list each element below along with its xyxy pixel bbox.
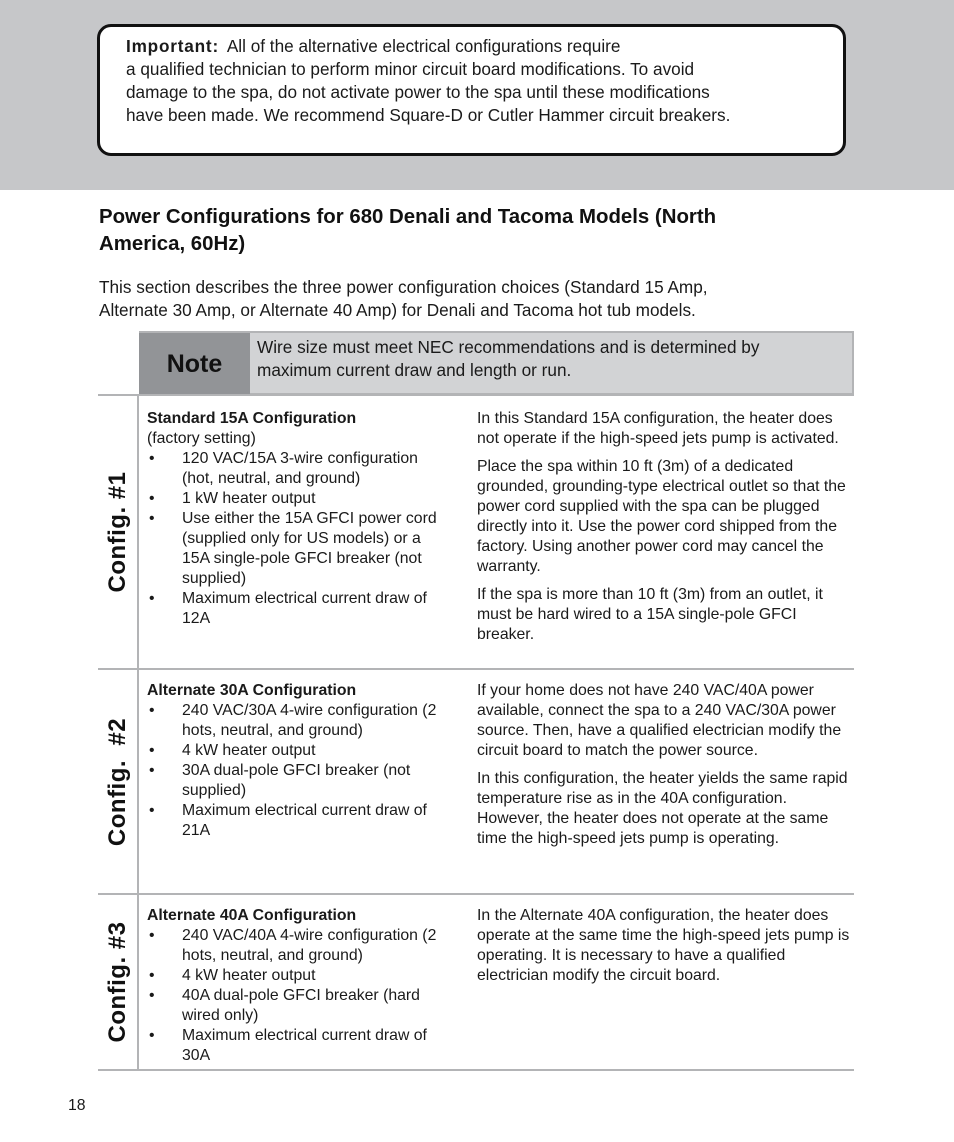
config-bullet: • 4 kW heater output — [147, 741, 447, 761]
config-bullet: • 240 VAC/40A 4-wire configuration (2 hots, neutral, and ground) — [147, 926, 447, 966]
config-specs — [147, 681, 447, 841]
config-bullet: • 120 VAC/15A 3-wire configuration (hot, neutral, and ground) — [147, 449, 447, 489]
page-number: 18 — [68, 1097, 86, 1114]
config-title: Alternate 40A Configuration — [147, 907, 357, 924]
important-notice-box — [97, 24, 846, 156]
config-description — [477, 409, 857, 653]
config-paragraph: In this Standard 15A configuration, the heater does not operate if the high-speed jets pump is activated. — [477, 410, 839, 447]
config-label-cell — [98, 396, 139, 668]
important-line: All of the alternative electrical configurations require — [226, 36, 621, 56]
config-bullet: • 4 kW heater output — [147, 966, 447, 986]
config-paragraph: Place the spa within 10 ft (3m) of a dedicated grounded, grounding-type electrical outlet so that the power cord supplied with the spa can be plugged directly into it. Use the power cord shipped from the factory. Using another power cord may cancel the warranty. — [477, 458, 846, 575]
config-bullet: • 240 VAC/30A 4-wire configuration (2 hots, neutral, and ground) — [147, 701, 447, 741]
config-description — [477, 681, 857, 857]
config-label: Config. #3 — [103, 921, 131, 1043]
section-title-line: America, 60Hz) — [99, 233, 246, 255]
config-paragraph: In the Alternate 40A configuration, the heater does operate at the same time the high-speed jets pump is operating. It is necessary to have a qualified electrician modify the circuit board. — [477, 907, 850, 984]
config-bullet-list — [147, 926, 447, 1066]
important-label: Important: — [126, 36, 219, 56]
config-paragraph: If your home does not have 240 VAC/40A power available, connect the spa to a 240 VAC/30A power source. Then, have a qualified electrician modify the circuit board to match the power source. — [477, 682, 842, 759]
config-bullet: • 30A dual-pole GFCI breaker (not supplied) — [147, 761, 447, 801]
note-line: maximum current draw and length or run. — [257, 360, 572, 380]
config-bullet-list — [147, 701, 447, 841]
section-title — [99, 204, 859, 258]
important-first-line — [126, 35, 819, 58]
important-line: damage to the spa, do not activate power to the spa until these modifications — [126, 82, 710, 102]
header-band — [0, 0, 954, 190]
important-line: a qualified technician to perform minor circuit board modifications. To avoid — [126, 59, 695, 79]
section-title-line: Power Configurations for 680 Denali and Tacoma Models (North — [99, 206, 717, 228]
config-3-row — [98, 895, 854, 1071]
config-description — [477, 906, 857, 994]
config-label: Config. #2 — [103, 717, 131, 846]
config-label: Config. #1 — [103, 471, 131, 593]
intro-line: Alternate 30 Amp, or Alternate 40 Amp) for Denali and Tacoma hot tub models. — [99, 300, 696, 320]
note-box — [139, 331, 854, 395]
config-label-cell — [98, 895, 139, 1069]
config-label-cell — [98, 670, 139, 893]
config-2-row — [98, 670, 854, 895]
config-paragraph: If the spa is more than 10 ft (3m) from an outlet, it must be hard wired to a 15A single-pole GFCI breaker. — [477, 586, 823, 643]
note-line: Wire size must meet NEC recommendations and is determined by — [257, 337, 760, 357]
note-label: Note — [139, 333, 250, 395]
config-title: Alternate 30A Configuration — [147, 682, 357, 699]
config-bullet: • Maximum electrical current draw of 30A — [147, 1026, 447, 1066]
config-1-row — [98, 394, 854, 670]
note-text — [257, 336, 847, 382]
config-subtitle: (factory setting) — [147, 430, 256, 447]
section-intro — [99, 276, 859, 322]
config-bullet: • 40A dual-pole GFCI breaker (hard wired only) — [147, 986, 447, 1026]
config-title: Standard 15A Configuration — [147, 410, 357, 427]
config-bullet: • 1 kW heater output — [147, 489, 447, 509]
important-line: have been made. We recommend Square-D or Cutler Hammer circuit breakers. — [126, 105, 731, 125]
config-paragraph: In this configuration, the heater yields the same rapid temperature rise as in the 40A configuration. However, the heater does not operate at the same time the high-speed jets pump is operating. — [477, 770, 848, 847]
config-bullet: • Maximum electrical current draw of 21A — [147, 801, 447, 841]
config-bullet: • Use either the 15A GFCI power cord (supplied only for US models) or a 15A single-pole GFCI breaker (not supplied) — [147, 509, 447, 589]
config-specs — [147, 409, 447, 629]
config-bullet: • Maximum electrical current draw of 12A — [147, 589, 447, 629]
config-bullet-list — [147, 449, 447, 629]
intro-line: This section describes the three power configuration choices (Standard 15 Amp, — [99, 277, 708, 297]
config-specs — [147, 906, 447, 1066]
